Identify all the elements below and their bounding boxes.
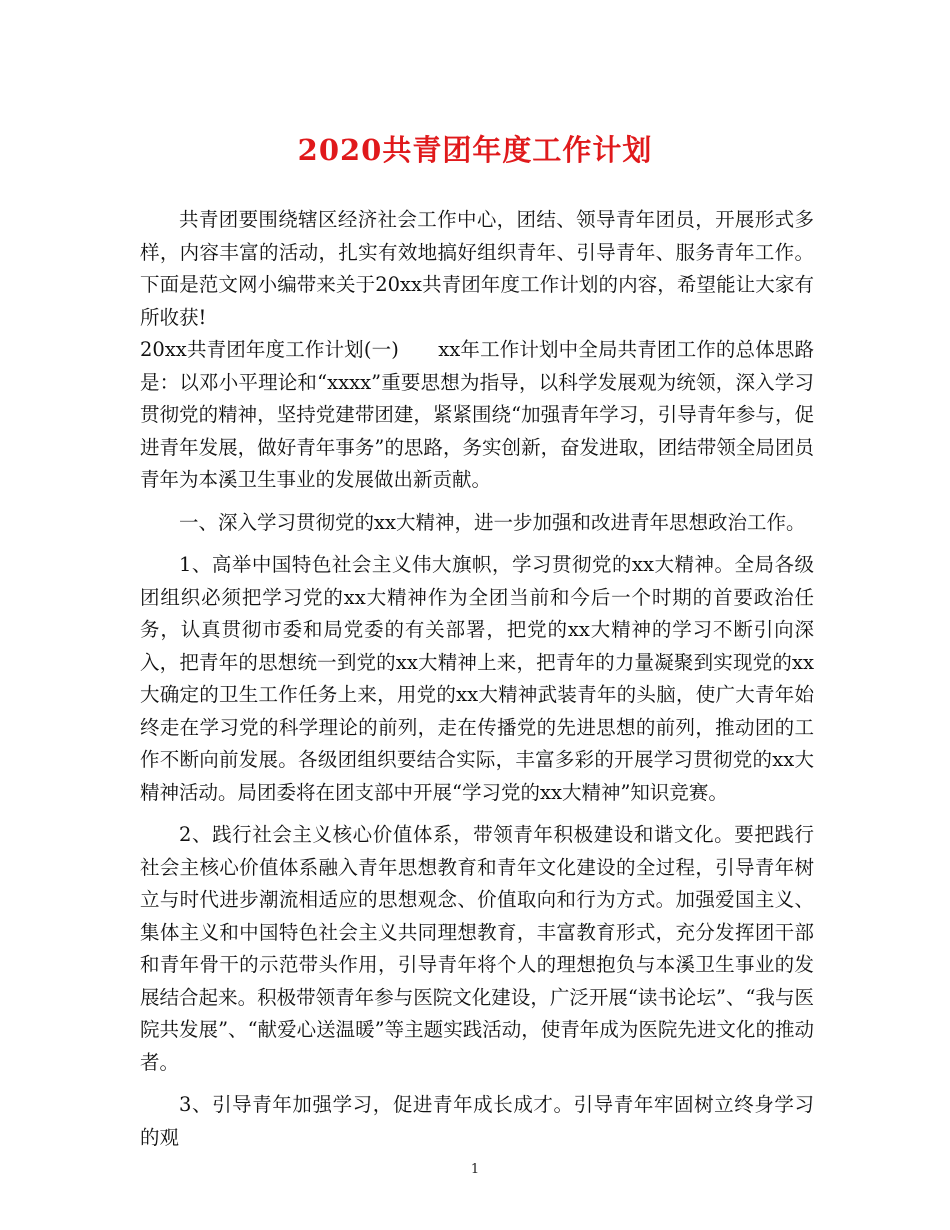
item-3-paragraph: 3、引导青年加强学习，促进青年成长成才。引导青年牢固树立终身学习的观 xyxy=(140,1093,814,1149)
section-one-heading: 一、深入学习贯彻党的xx大精神，进一步加强和改进青年思想政治工作。 xyxy=(179,510,806,534)
item-2-paragraph: 2、践行社会主义核心价值体系，带领青年积极建设和谐文化。要把践行社会主核心价值体系融入青年思想教育和青年文化建设的全过程，引导青年树立与时代进步潮流相适应的思想观念、价值取向和行为方式。加强爱国主义、集体主义和中国特色社会主义共同理想教育，丰富教育形式，充分发挥团干部和青年骨干的示范带头作用，引导青年将个人的理想抱负与本溪卫生事业的发展结合起来。积极带领青年参与医院文化建设，广泛开展“读书论坛”、“我与医院共发展”、“献爱心送温暖”等主题实践活动，使青年成为医院先进文化的推动者。 xyxy=(140,823,814,1074)
intro-paragraph: 共青团要围绕辖区经济社会工作中心，团结、领导青年团员，开展形式多样，内容丰富的活动，扎实有效地搞好组织青年、引导青年、服务青年工作。下面是范文网小编带来关于20xx共青团年度工作计划的内容，希望能让大家有所收获! xyxy=(140,208,814,329)
item-1-paragraph: 1、高举中国特色社会主义伟大旗帜，学习贯彻党的xx大精神。全局各级团组织必须把学习党的xx大精神作为全团当前和今后一个时期的首要政治任务，认真贯彻市委和局党委的有关部署，把党的xx大精神的学习不断引向深入，把青年的思想统一到党的xx大精神上来，把青年的力量凝聚到实现党的xx大确定的卫生工作任务上来，用党的xx大精神武装青年的头脑，使广大青年始终走在学习党的科学理论的前列，走在传播党的先进思想的前列，推动团的工作不断向前发展。各级团组织要结合实际，丰富多彩的开展学习贯彻党的xx大精神活动。局团委将在团支部中开展“学习党的xx大精神”知识竞赛。 xyxy=(140,553,814,804)
plan-heading-paragraph: 20xx共青团年度工作计划(一) xx年工作计划中全局共青团工作的总体思路是：以邓小平理论和“xxxx”重要思想为指导，以科学发展观为统领，深入学习贯彻党的精神，坚持党建带团建，紧紧围绕“加强青年学习，引导青年参与，促进青年发展，做好青年事务”的思路，务实创新，奋发进取，团结带领全局团员青年为本溪卫生事业的发展做出新贡献。 xyxy=(140,338,814,491)
page-number: 1 xyxy=(470,1162,480,1177)
document-body xyxy=(140,204,814,1154)
document-title: 2020共青团年度工作计划 xyxy=(297,133,653,167)
